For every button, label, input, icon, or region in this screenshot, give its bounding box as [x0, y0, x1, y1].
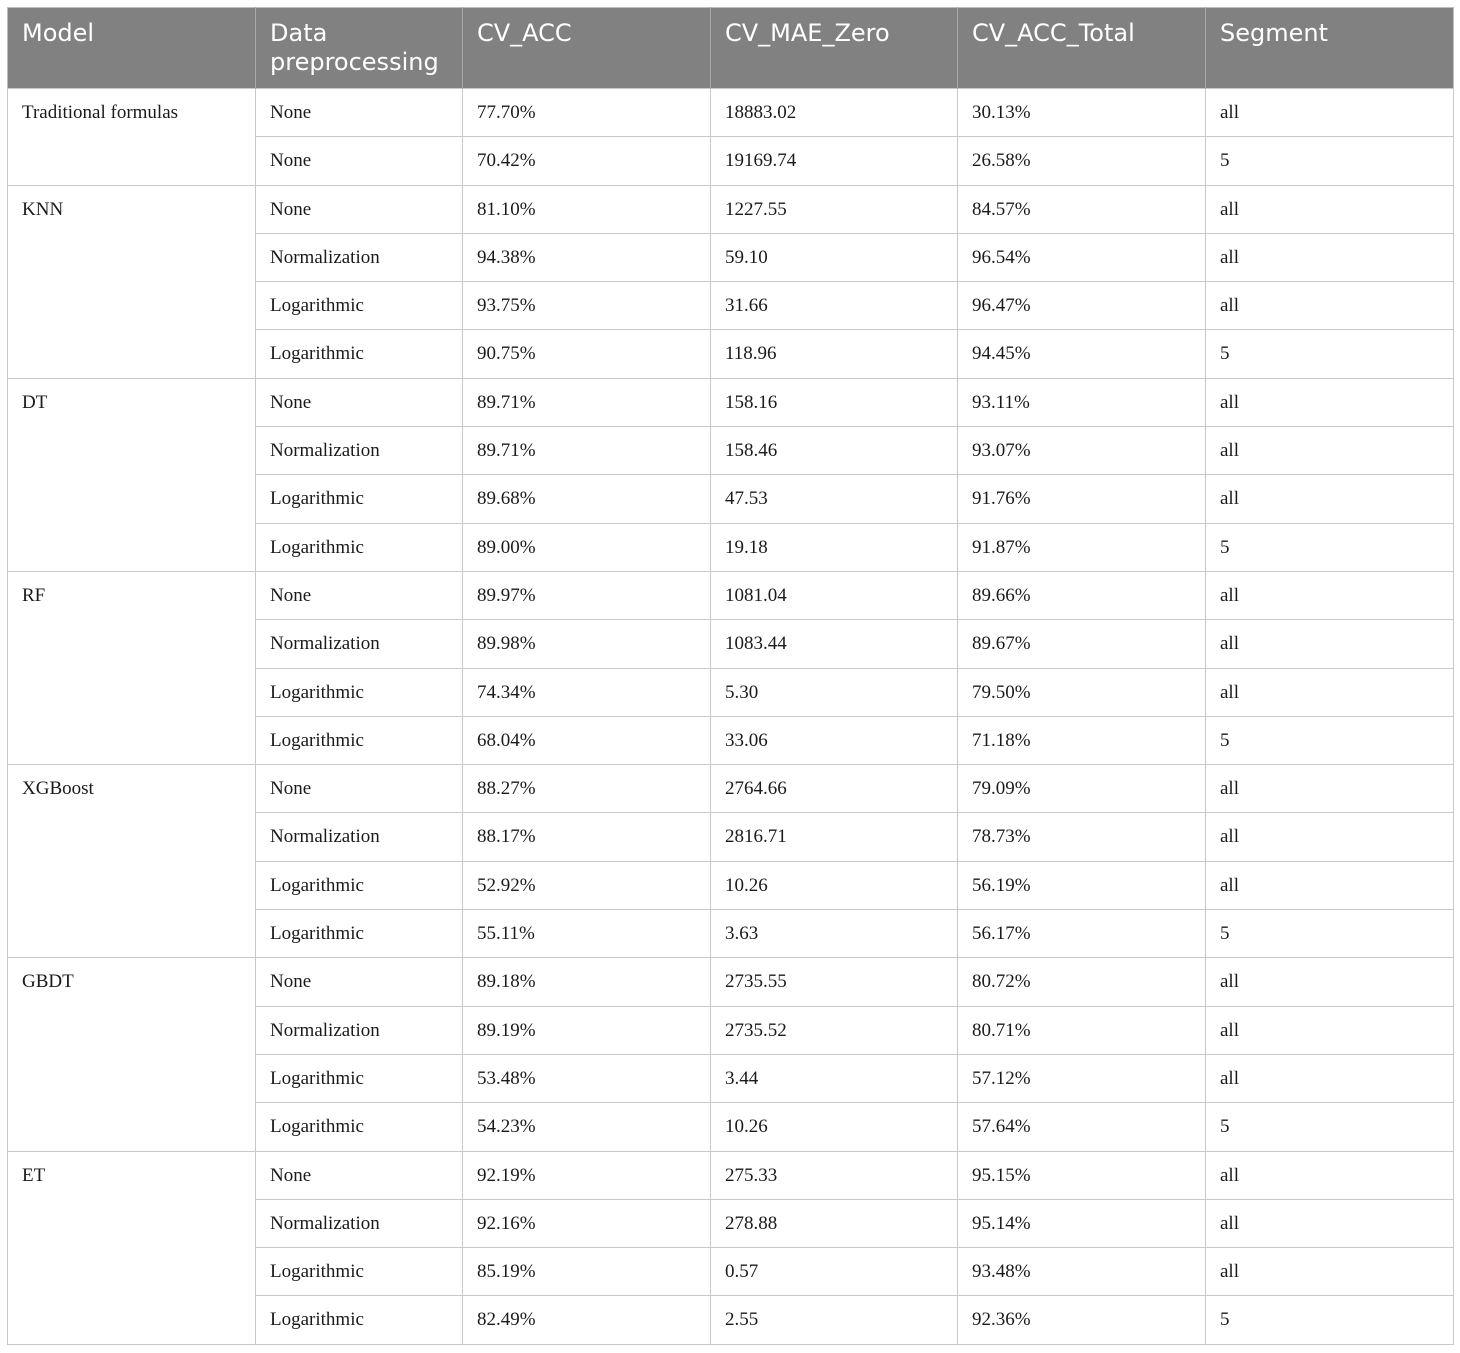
preprocessing-cell: None [256, 1151, 463, 1199]
cv-acc-total-cell: 89.67% [958, 620, 1206, 668]
header-model: Model [8, 8, 256, 89]
cv-mae-zero-cell: 3.63 [711, 910, 958, 958]
cv-acc-cell: 94.38% [463, 233, 711, 281]
cv-acc-total-cell: 80.72% [958, 958, 1206, 1006]
cv-mae-zero-cell: 0.57 [711, 1248, 958, 1296]
preprocessing-cell: None [256, 378, 463, 426]
cv-acc-total-cell: 78.73% [958, 813, 1206, 861]
preprocessing-cell: Normalization [256, 1006, 463, 1054]
preprocessing-cell: Normalization [256, 620, 463, 668]
cv-acc-cell: 88.27% [463, 765, 711, 813]
cv-acc-cell: 55.11% [463, 910, 711, 958]
preprocessing-cell: Normalization [256, 1199, 463, 1247]
segment-cell: all [1206, 1248, 1454, 1296]
table-row [8, 185, 1454, 233]
cv-acc-total-cell: 92.36% [958, 1296, 1206, 1344]
segment-cell: all [1206, 765, 1454, 813]
header-row [8, 8, 1454, 89]
cv-mae-zero-cell: 275.33 [711, 1151, 958, 1199]
cv-mae-zero-cell: 47.53 [711, 475, 958, 523]
table-row [8, 765, 1454, 813]
cv-mae-zero-cell: 158.16 [711, 378, 958, 426]
model-cell: KNN [8, 185, 256, 378]
preprocessing-cell: Logarithmic [256, 523, 463, 571]
cv-acc-cell: 82.49% [463, 1296, 711, 1344]
table-body [8, 89, 1454, 1345]
cv-acc-cell: 89.98% [463, 620, 711, 668]
segment-cell: all [1206, 958, 1454, 1006]
cv-acc-cell: 89.00% [463, 523, 711, 571]
cv-acc-total-cell: 79.09% [958, 765, 1206, 813]
cv-mae-zero-cell: 2816.71 [711, 813, 958, 861]
cv-acc-total-cell: 56.19% [958, 861, 1206, 909]
cv-acc-total-cell: 93.48% [958, 1248, 1206, 1296]
segment-cell: all [1206, 1199, 1454, 1247]
model-cell: ET [8, 1151, 256, 1344]
cv-acc-cell: 74.34% [463, 668, 711, 716]
table-row [8, 89, 1454, 137]
cv-acc-cell: 89.97% [463, 571, 711, 619]
table-row [8, 571, 1454, 619]
segment-cell: all [1206, 620, 1454, 668]
cv-mae-zero-cell: 31.66 [711, 282, 958, 330]
segment-cell: all [1206, 571, 1454, 619]
cv-acc-total-cell: 95.15% [958, 1151, 1206, 1199]
preprocessing-cell: Logarithmic [256, 910, 463, 958]
segment-cell: 5 [1206, 330, 1454, 378]
model-cell: XGBoost [8, 765, 256, 958]
table-row [8, 1151, 1454, 1199]
cv-acc-total-cell: 57.12% [958, 1054, 1206, 1102]
cv-mae-zero-cell: 5.30 [711, 668, 958, 716]
segment-cell: 5 [1206, 1296, 1454, 1344]
table-row [8, 958, 1454, 1006]
cv-mae-zero-cell: 158.46 [711, 427, 958, 475]
cv-mae-zero-cell: 2764.66 [711, 765, 958, 813]
segment-cell: 5 [1206, 523, 1454, 571]
preprocessing-cell: Logarithmic [256, 1296, 463, 1344]
preprocessing-cell: Logarithmic [256, 1103, 463, 1151]
cv-acc-total-cell: 57.64% [958, 1103, 1206, 1151]
preprocessing-cell: Logarithmic [256, 1248, 463, 1296]
cv-mae-zero-cell: 2735.52 [711, 1006, 958, 1054]
cv-acc-cell: 92.16% [463, 1199, 711, 1247]
cv-mae-zero-cell: 10.26 [711, 861, 958, 909]
model-cell: DT [8, 378, 256, 571]
segment-cell: all [1206, 668, 1454, 716]
model-cell: Traditional formulas [8, 89, 256, 186]
segment-cell: 5 [1206, 1103, 1454, 1151]
cv-mae-zero-cell: 2735.55 [711, 958, 958, 1006]
segment-cell: all [1206, 1054, 1454, 1102]
segment-cell: all [1206, 475, 1454, 523]
model-cell: RF [8, 571, 256, 764]
preprocessing-cell: Logarithmic [256, 475, 463, 523]
cv-acc-cell: 77.70% [463, 89, 711, 137]
preprocessing-cell: Normalization [256, 233, 463, 281]
segment-cell: 5 [1206, 716, 1454, 764]
cv-acc-total-cell: 79.50% [958, 668, 1206, 716]
cv-acc-total-cell: 30.13% [958, 89, 1206, 137]
cv-mae-zero-cell: 18883.02 [711, 89, 958, 137]
cv-acc-cell: 85.19% [463, 1248, 711, 1296]
cv-acc-total-cell: 91.76% [958, 475, 1206, 523]
cv-mae-zero-cell: 3.44 [711, 1054, 958, 1102]
preprocessing-cell: None [256, 137, 463, 185]
cv-mae-zero-cell: 2.55 [711, 1296, 958, 1344]
preprocessing-cell: Logarithmic [256, 668, 463, 716]
header-cv-mae-zero: CV_MAE_Zero [711, 8, 958, 89]
preprocessing-cell: Logarithmic [256, 1054, 463, 1102]
cv-acc-cell: 92.19% [463, 1151, 711, 1199]
preprocessing-cell: None [256, 89, 463, 137]
segment-cell: all [1206, 813, 1454, 861]
header-segment: Segment [1206, 8, 1454, 89]
cv-acc-cell: 89.71% [463, 427, 711, 475]
cv-acc-cell: 89.68% [463, 475, 711, 523]
cv-acc-total-cell: 95.14% [958, 1199, 1206, 1247]
cv-mae-zero-cell: 1083.44 [711, 620, 958, 668]
cv-acc-cell: 89.71% [463, 378, 711, 426]
cv-mae-zero-cell: 1081.04 [711, 571, 958, 619]
segment-cell: 5 [1206, 137, 1454, 185]
cv-acc-cell: 90.75% [463, 330, 711, 378]
cv-acc-total-cell: 93.11% [958, 378, 1206, 426]
preprocessing-cell: Normalization [256, 813, 463, 861]
cv-acc-total-cell: 96.47% [958, 282, 1206, 330]
segment-cell: all [1206, 1006, 1454, 1054]
cv-mae-zero-cell: 118.96 [711, 330, 958, 378]
cv-acc-cell: 81.10% [463, 185, 711, 233]
table-row [8, 378, 1454, 426]
preprocessing-cell: Logarithmic [256, 282, 463, 330]
cv-acc-total-cell: 94.45% [958, 330, 1206, 378]
table-header [8, 8, 1454, 89]
segment-cell: all [1206, 378, 1454, 426]
cv-acc-cell: 93.75% [463, 282, 711, 330]
preprocessing-cell: Normalization [256, 427, 463, 475]
segment-cell: all [1206, 427, 1454, 475]
header-data-preprocessing: Data preprocessing [256, 8, 463, 89]
segment-cell: all [1206, 185, 1454, 233]
cv-acc-cell: 52.92% [463, 861, 711, 909]
cv-mae-zero-cell: 278.88 [711, 1199, 958, 1247]
header-cv-acc-total: CV_ACC_Total [958, 8, 1206, 89]
preprocessing-cell: Logarithmic [256, 330, 463, 378]
segment-cell: all [1206, 282, 1454, 330]
cv-acc-cell: 89.19% [463, 1006, 711, 1054]
cv-acc-cell: 89.18% [463, 958, 711, 1006]
cv-acc-total-cell: 93.07% [958, 427, 1206, 475]
cv-acc-cell: 70.42% [463, 137, 711, 185]
cv-acc-cell: 68.04% [463, 716, 711, 764]
preprocessing-cell: None [256, 765, 463, 813]
cv-acc-total-cell: 84.57% [958, 185, 1206, 233]
cv-mae-zero-cell: 19169.74 [711, 137, 958, 185]
preprocessing-cell: None [256, 185, 463, 233]
header-cv-acc: CV_ACC [463, 8, 711, 89]
cv-mae-zero-cell: 19.18 [711, 523, 958, 571]
cv-acc-total-cell: 56.17% [958, 910, 1206, 958]
preprocessing-cell: Logarithmic [256, 861, 463, 909]
segment-cell: 5 [1206, 910, 1454, 958]
preprocessing-cell: None [256, 958, 463, 1006]
cv-acc-total-cell: 80.71% [958, 1006, 1206, 1054]
cv-acc-total-cell: 91.87% [958, 523, 1206, 571]
preprocessing-cell: Logarithmic [256, 716, 463, 764]
model-cell: GBDT [8, 958, 256, 1151]
cv-acc-total-cell: 89.66% [958, 571, 1206, 619]
preprocessing-cell: None [256, 571, 463, 619]
segment-cell: all [1206, 861, 1454, 909]
cv-acc-cell: 53.48% [463, 1054, 711, 1102]
cv-acc-total-cell: 96.54% [958, 233, 1206, 281]
cv-mae-zero-cell: 1227.55 [711, 185, 958, 233]
results-table [7, 7, 1454, 1345]
cv-mae-zero-cell: 10.26 [711, 1103, 958, 1151]
cv-mae-zero-cell: 59.10 [711, 233, 958, 281]
segment-cell: all [1206, 1151, 1454, 1199]
cv-mae-zero-cell: 33.06 [711, 716, 958, 764]
cv-acc-total-cell: 26.58% [958, 137, 1206, 185]
segment-cell: all [1206, 89, 1454, 137]
cv-acc-cell: 54.23% [463, 1103, 711, 1151]
cv-acc-total-cell: 71.18% [958, 716, 1206, 764]
segment-cell: all [1206, 233, 1454, 281]
cv-acc-cell: 88.17% [463, 813, 711, 861]
